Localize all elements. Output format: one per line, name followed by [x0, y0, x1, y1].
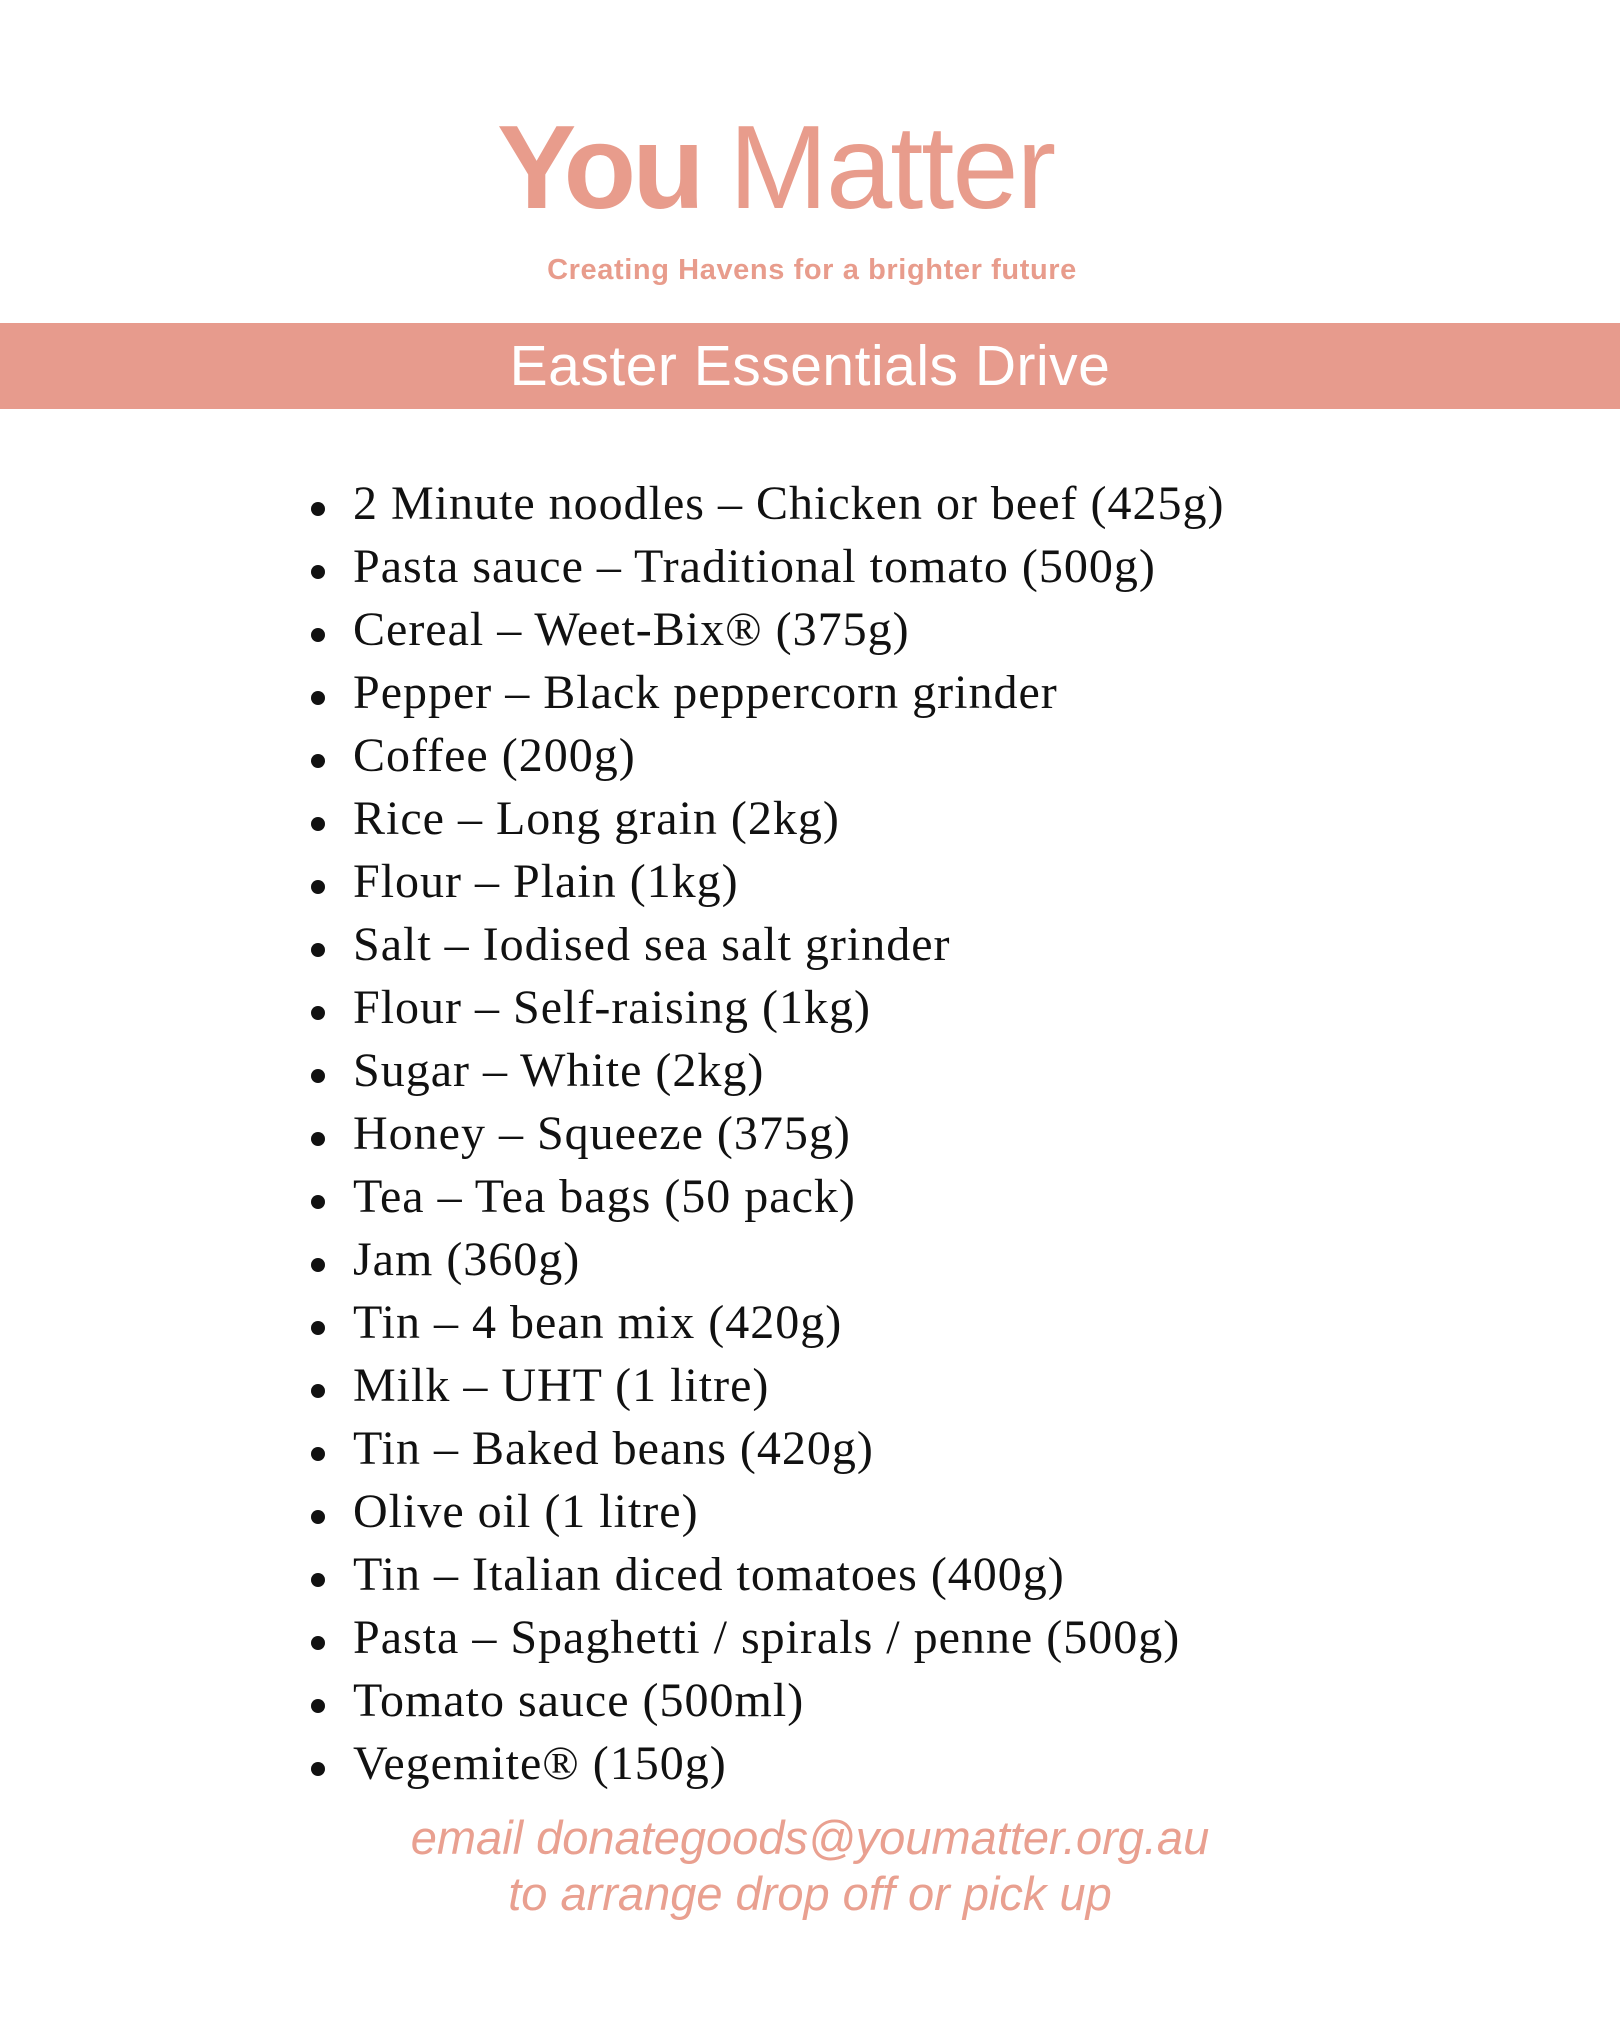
bullet-icon: [311, 1132, 325, 1146]
list-item: [0, 1606, 1620, 1669]
bullet-icon: [311, 943, 325, 957]
list-item-text: Vegemite® (150g): [353, 1737, 727, 1790]
list-item-text: Tin – Baked beans (420g): [353, 1422, 874, 1475]
bullet-icon: [311, 1258, 325, 1272]
list-item-text: 2 Minute noodles – Chicken or beef (425g): [353, 477, 1225, 530]
list-item-text: Tin – Italian diced tomatoes (400g): [353, 1548, 1065, 1601]
list-item-text: Olive oil (1 litre): [353, 1485, 699, 1538]
list-item-text: Flour – Plain (1kg): [353, 855, 739, 908]
bullet-icon: [311, 1069, 325, 1083]
bullet-icon: [311, 1510, 325, 1524]
logo-tagline: Creating Havens for a brighter future: [547, 254, 1077, 286]
list-item: [0, 1417, 1620, 1480]
list-item-text: Tin – 4 bean mix (420g): [353, 1296, 843, 1349]
list-item: [0, 1165, 1620, 1228]
logo-word-you: You: [497, 101, 701, 234]
list-item: [0, 1228, 1620, 1291]
bullet-icon: [311, 1384, 325, 1398]
bullet-icon: [311, 1762, 325, 1776]
list-item: [0, 787, 1620, 850]
contact-footer: [0, 1810, 1620, 1922]
list-item-text: Pasta sauce – Traditional tomato (500g): [353, 540, 1156, 593]
list-item: [0, 1354, 1620, 1417]
list-item: [0, 913, 1620, 976]
list-item-text: Sugar – White (2kg): [353, 1044, 765, 1097]
bullet-icon: [311, 754, 325, 768]
list-item-text: Tomato sauce (500ml): [353, 1674, 805, 1727]
bullet-icon: [311, 502, 325, 516]
list-item-text: Honey – Squeeze (375g): [353, 1107, 851, 1160]
logo: [0, 0, 1620, 320]
bullet-icon: [311, 1195, 325, 1209]
list-item: [0, 472, 1620, 535]
list-item: [0, 661, 1620, 724]
bullet-icon: [311, 1006, 325, 1020]
list-item-text: Flour – Self-raising (1kg): [353, 981, 871, 1034]
contact-instructions-line: to arrange drop off or pick up: [508, 1867, 1112, 1920]
bullet-icon: [311, 565, 325, 579]
list-item-text: Cereal – Weet-Bix® (375g): [353, 603, 910, 656]
list-item: [0, 1732, 1620, 1795]
bullet-icon: [311, 628, 325, 642]
bullet-icon: [311, 1447, 325, 1461]
list-item-text: Jam (360g): [353, 1233, 581, 1286]
bullet-icon: [311, 691, 325, 705]
logo-title: [497, 98, 1054, 238]
list-item: [0, 1543, 1620, 1606]
list-item-text: Rice – Long grain (2kg): [353, 792, 840, 845]
list-item-text: Milk – UHT (1 litre): [353, 1359, 770, 1412]
list-item: [0, 724, 1620, 787]
list-item: [0, 535, 1620, 598]
list-item-text: Pasta – Spaghetti / spirals / penne (500g): [353, 1611, 1181, 1664]
list-item: [0, 598, 1620, 661]
bullet-icon: [311, 1699, 325, 1713]
essentials-list: [0, 472, 1620, 1795]
bullet-icon: [311, 1321, 325, 1335]
bullet-icon: [311, 1573, 325, 1587]
list-item: [0, 1291, 1620, 1354]
title-banner: [0, 323, 1620, 409]
list-item-text: Salt – Iodised sea salt grinder: [353, 918, 951, 971]
list-item: [0, 1102, 1620, 1165]
bullet-icon: [311, 1636, 325, 1650]
list-item: [0, 1480, 1620, 1543]
contact-email-line[interactable]: email donategoods@youmatter.org.au: [410, 1811, 1210, 1864]
logo-word-matter: Matter: [728, 101, 1055, 234]
list-item: [0, 976, 1620, 1039]
page-title: Easter Essentials Drive: [509, 334, 1111, 398]
bullet-icon: [311, 880, 325, 894]
list-item: [0, 850, 1620, 913]
list-item: [0, 1039, 1620, 1102]
list-item-text: Pepper – Black peppercorn grinder: [353, 666, 1058, 719]
list-item: [0, 1669, 1620, 1732]
list-item-text: Tea – Tea bags (50 pack): [353, 1170, 856, 1223]
bullet-icon: [311, 817, 325, 831]
list-item-text: Coffee (200g): [353, 729, 636, 782]
